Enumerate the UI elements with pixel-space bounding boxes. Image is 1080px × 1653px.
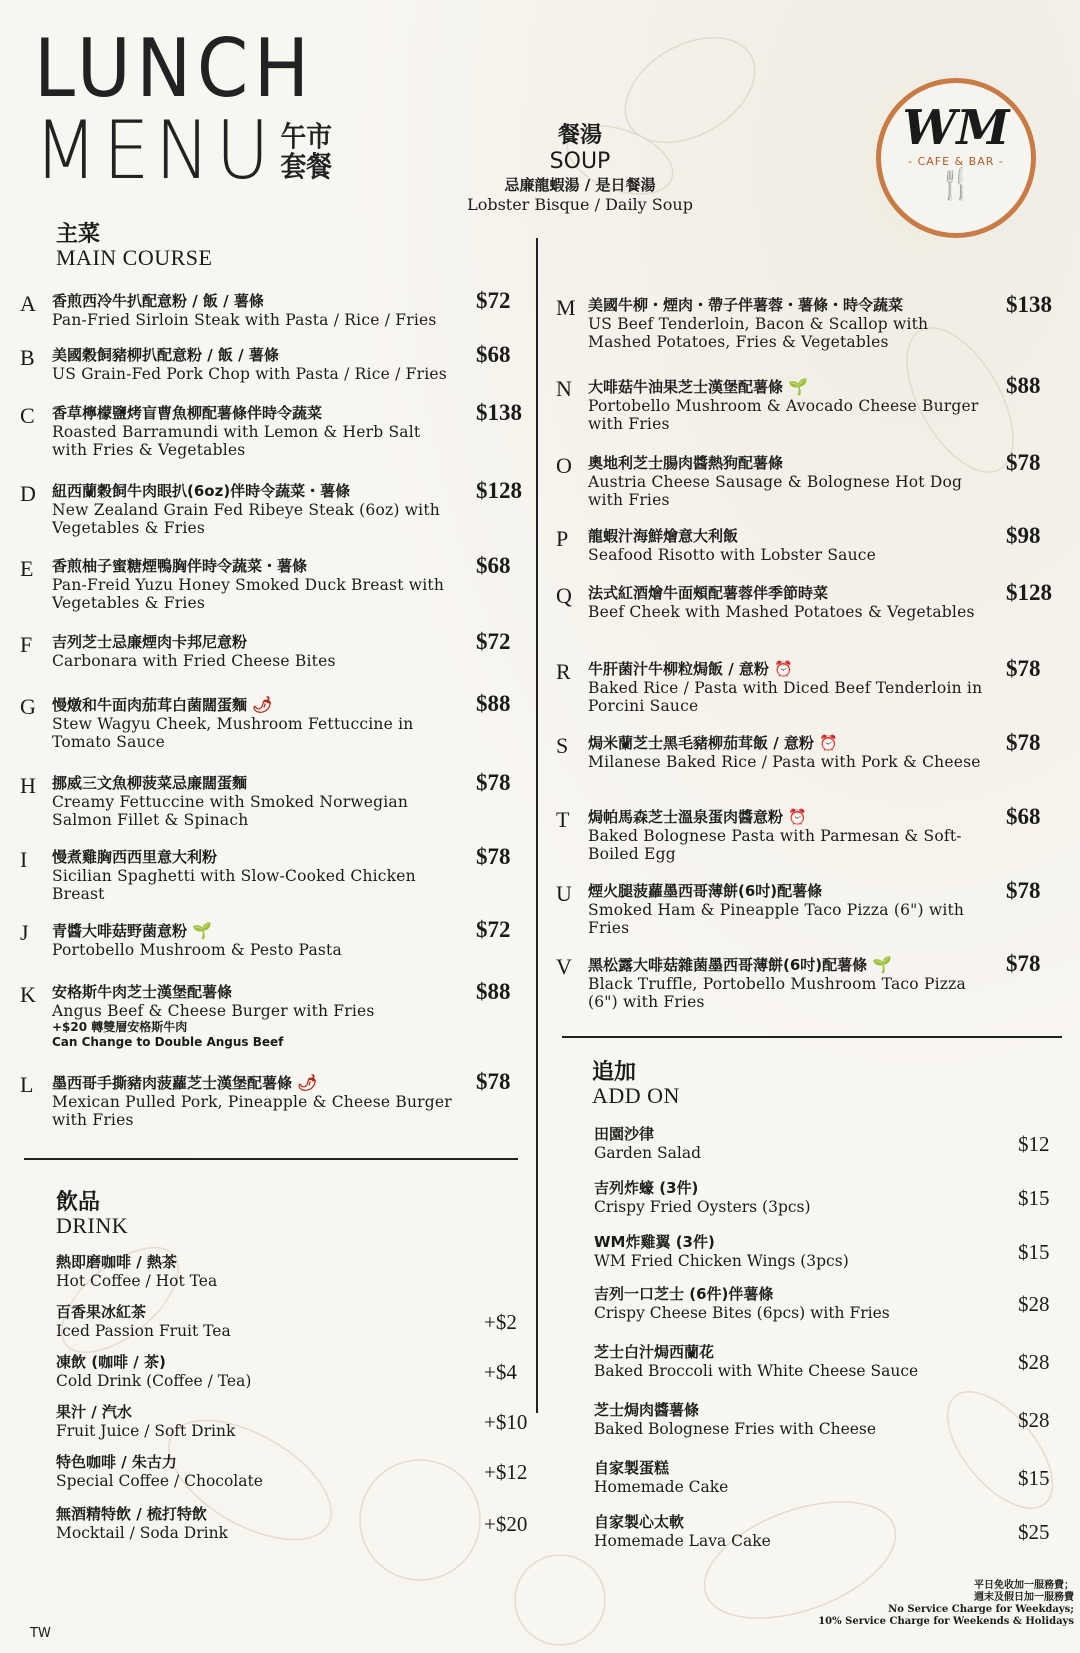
addon-item xyxy=(594,1512,771,1551)
addon-item-price: $12 xyxy=(1018,1132,1050,1156)
logo-text: WM xyxy=(902,100,1010,156)
clock-icon: ⏰ xyxy=(774,660,793,678)
item-body xyxy=(52,482,460,537)
item-price: $138 xyxy=(476,400,522,425)
menu-item-s xyxy=(556,734,996,771)
item-price: $78 xyxy=(1006,730,1041,755)
addon-item-price: $15 xyxy=(1018,1186,1050,1210)
drink-item-zh: 熱即磨咖啡 / 熱茶 xyxy=(56,1253,177,1271)
addon-item xyxy=(594,1232,849,1271)
item-price: $78 xyxy=(476,1069,511,1094)
drink-item-en: Fruit Juice / Soft Drink xyxy=(56,1422,236,1440)
menu-item-o xyxy=(556,454,996,509)
drink-item-price: +$10 xyxy=(484,1410,528,1434)
item-name-zh-text: 吉列芝士忌廉煙肉卡邦尼意粉 xyxy=(52,633,248,651)
item-letter: S xyxy=(556,733,569,758)
item-name-zh xyxy=(588,955,996,975)
divider-drink xyxy=(24,1158,518,1160)
wm-logo xyxy=(876,78,1036,238)
menu-item-m xyxy=(556,296,996,351)
item-body xyxy=(588,296,996,351)
addon-item-price: $28 xyxy=(1018,1292,1050,1316)
drink-heading xyxy=(56,1190,128,1238)
item-price: $78 xyxy=(476,770,511,795)
title-menu-row xyxy=(34,104,333,197)
item-body xyxy=(588,955,996,1011)
soup-items-zh: 忌廉龍蝦湯 / 是日餐湯 xyxy=(504,176,656,194)
addon-item-en: Baked Bolognese Fries with Cheese xyxy=(594,1420,877,1438)
addon-heading xyxy=(592,1060,680,1108)
item-name-en: Portobello Mushroom & Avocado Cheese Burger with Fries xyxy=(588,397,979,433)
item-name-zh xyxy=(52,921,460,941)
main-course-heading xyxy=(56,222,212,270)
service-en1: No Service Charge for Weekdays; xyxy=(888,1604,1074,1615)
item-note-zh: +$20 轉雙層安格斯牛肉 xyxy=(52,1020,188,1034)
item-name-zh-text: 美國牛柳・煙肉・帶子伴薯蓉・薯條・時令蔬菜 xyxy=(588,296,904,314)
item-name-en: New Zealand Grain Fed Ribeye Steak (6oz) with Vegetables & Fries xyxy=(52,501,440,537)
title-lunch: LUNCH xyxy=(34,22,315,115)
item-body xyxy=(52,557,460,612)
menu-item-k xyxy=(20,983,460,1050)
item-name-zh-text: 煙火腿菠蘿墨西哥薄餅(6吋)配薯條 xyxy=(588,882,823,900)
item-letter: R xyxy=(556,659,571,684)
item-letter: B xyxy=(20,345,35,370)
menu-item-a xyxy=(20,292,460,329)
item-body xyxy=(52,292,460,329)
item-price: $72 xyxy=(476,288,511,313)
item-name-zh xyxy=(52,346,460,365)
item-body xyxy=(588,377,996,433)
drink-item-zh: 凍飲 (咖啡 / 茶) xyxy=(56,1353,166,1371)
item-body xyxy=(588,660,996,715)
addon-item-zh: 芝士白汁焗西蘭花 xyxy=(594,1343,715,1361)
item-price: $98 xyxy=(1006,523,1041,548)
item-name-zh-text: 黑松露大啡菇雜菌墨西哥薄餅(6吋)配薯條 xyxy=(588,956,868,974)
addon-item-price: $15 xyxy=(1018,1240,1050,1264)
item-name-zh xyxy=(588,454,996,473)
item-name-zh-text: 法式紅酒燴牛面頰配薯蓉伴季節時菜 xyxy=(588,584,829,602)
addon-item-en: Homemade Cake xyxy=(594,1478,729,1496)
item-body xyxy=(52,1073,460,1129)
clock-icon: ⏰ xyxy=(819,734,838,752)
item-price: $68 xyxy=(1006,804,1041,829)
item-name-zh xyxy=(52,695,460,715)
item-body xyxy=(588,527,996,564)
item-name-zh-text: 慢燉和牛面肉茄茸白菌闊蛋麵 xyxy=(52,696,248,714)
menu-item-g xyxy=(20,695,460,751)
item-letter: G xyxy=(20,694,36,719)
addon-item-zh: 自家製心太軟 xyxy=(594,1513,685,1531)
title-zh-line2: 套餐 xyxy=(280,150,333,183)
drink-item xyxy=(56,1252,217,1291)
column-divider xyxy=(536,238,538,1413)
item-name-en: Creamy Fettuccine with Smoked Norwegian Salmon Fillet & Spinach xyxy=(52,793,409,829)
menu-item-d xyxy=(20,482,460,537)
drink-item-zh: 果汁 / 汽水 xyxy=(56,1403,132,1421)
drink-item xyxy=(56,1452,263,1491)
item-name-zh xyxy=(588,377,996,397)
menu-item-v xyxy=(556,955,996,1011)
logo-subtitle: - CAFE & BAR - xyxy=(908,155,1004,168)
item-letter: C xyxy=(20,403,35,428)
item-price: $78 xyxy=(1006,951,1041,976)
item-price: $72 xyxy=(476,629,511,654)
item-name-zh-text: 安格斯牛肉芝士漢堡配薯條 xyxy=(52,983,233,1001)
addon-item xyxy=(594,1458,728,1497)
addon-item-zh: 芝士焗肉醬薯條 xyxy=(594,1401,700,1419)
item-body xyxy=(52,921,460,959)
item-price: $72 xyxy=(476,917,511,942)
item-price: $128 xyxy=(476,478,522,503)
item-body xyxy=(52,633,460,670)
item-letter: U xyxy=(556,881,572,906)
chili-icon: 🌶 xyxy=(297,1073,318,1092)
menu-item-h xyxy=(20,774,460,829)
item-name-en: Milanese Baked Rice / Pasta with Pork & Cheese xyxy=(588,753,981,771)
item-price: $78 xyxy=(1006,656,1041,681)
item-name-zh xyxy=(588,734,996,753)
service-charge-note xyxy=(818,1580,1074,1628)
item-name-zh-text: 香草檸檬鹽烤盲曹魚柳配薯條伴時令蔬菜 xyxy=(52,404,323,422)
addon-item xyxy=(594,1124,701,1163)
item-name-zh xyxy=(588,660,996,679)
item-name-zh xyxy=(588,527,996,546)
addon-item-zh: WM炸雞翼 (3件) xyxy=(594,1233,715,1251)
item-letter: D xyxy=(20,481,36,506)
menu-item-c xyxy=(20,404,460,459)
title-menu: MENU xyxy=(34,104,276,197)
item-price: $128 xyxy=(1006,580,1052,605)
item-name-en: US Beef Tenderloin, Bacon & Scallop with Mashed Potatoes, Fries & Vegetables xyxy=(588,315,929,351)
drink-item-price: +$4 xyxy=(484,1360,517,1384)
drink-item-en: Special Coffee / Chocolate xyxy=(56,1472,263,1490)
drink-item-price: +$12 xyxy=(484,1460,528,1484)
menu-item-t xyxy=(556,808,996,863)
menu-item-f xyxy=(20,633,460,670)
addon-item-zh: 田園沙律 xyxy=(594,1125,655,1143)
soup-heading-zh: 餐湯 xyxy=(557,122,602,148)
addon-item-zh: 吉列炸蠔 (3件) xyxy=(594,1179,699,1197)
drink-item-zh: 特色咖啡 / 朱古力 xyxy=(56,1453,177,1471)
menu-item-j xyxy=(20,921,460,959)
item-letter: F xyxy=(20,632,33,657)
item-body xyxy=(588,584,996,621)
menu-item-q xyxy=(556,584,996,621)
drink-item xyxy=(56,1504,228,1543)
item-name-en: Black Truffle, Portobello Mushroom Taco Pizza (6") with Fries xyxy=(588,975,966,1011)
drink-item xyxy=(56,1402,235,1441)
addon-item-en: Homemade Lava Cake xyxy=(594,1532,771,1550)
menu-item-n xyxy=(556,377,996,433)
item-name-zh-text: 挪威三文魚柳菠菜忌廉闊蛋麵 xyxy=(52,774,248,792)
item-name-zh-text: 墨西哥手撕豬肉菠蘿芝士漢堡配薯條 xyxy=(52,1074,293,1092)
menu-item-b xyxy=(20,346,460,383)
soup-section xyxy=(440,118,720,214)
item-name-zh xyxy=(52,404,460,423)
item-name-zh-text: 奧地利芝士腸肉醬熱狗配薯條 xyxy=(588,454,784,472)
addon-item-en: Garden Salad xyxy=(594,1144,702,1162)
item-name-zh xyxy=(588,808,996,827)
addon-item xyxy=(594,1400,876,1439)
item-name-zh xyxy=(588,584,996,603)
item-letter: O xyxy=(556,453,572,478)
item-letter: E xyxy=(20,556,34,581)
service-en2: 10% Service Charge for Weekends & Holidays xyxy=(818,1616,1074,1627)
item-letter: I xyxy=(20,847,28,872)
item-letter: K xyxy=(20,982,36,1007)
item-price: $78 xyxy=(1006,450,1041,475)
main-course-heading-en: MAIN COURSE xyxy=(56,245,213,270)
item-name-zh xyxy=(52,774,460,793)
item-letter: Q xyxy=(556,583,572,608)
item-price: $78 xyxy=(476,844,511,869)
service-zh1: 平日免收加一服務費； xyxy=(974,1580,1074,1591)
item-name-en: Smoked Ham & Pineapple Taco Pizza (6") with Fries xyxy=(588,901,965,937)
item-name-en: Carbonara with Fried Cheese Bites xyxy=(52,652,336,670)
item-name-zh-text: 青醬大啡菇野菌意粉 xyxy=(52,922,188,940)
addon-item-en: Baked Broccoli with White Cheese Sauce xyxy=(594,1362,919,1380)
drink-item-zh: 百香果冰紅茶 xyxy=(56,1303,147,1321)
soup-heading-en: SOUP xyxy=(549,149,611,174)
item-name-zh-text: 香煎西冷牛扒配意粉 / 飯 / 薯條 xyxy=(52,292,264,310)
item-letter: M xyxy=(556,295,576,320)
item-body xyxy=(588,882,996,937)
item-letter: T xyxy=(556,807,570,832)
item-letter: P xyxy=(556,526,569,551)
item-body xyxy=(52,695,460,751)
addon-item-en: Crispy Cheese Bites (6pcs) with Fries xyxy=(594,1304,890,1322)
item-name-en: Stew Wagyu Cheek, Mushroom Fettuccine in Tomato Sauce xyxy=(52,715,414,751)
item-body xyxy=(588,454,996,509)
menu-item-u xyxy=(556,882,996,937)
item-name-zh xyxy=(52,557,460,576)
item-name-en: Portobello Mushroom & Pesto Pasta xyxy=(52,941,342,959)
item-body xyxy=(52,848,460,903)
leaf-icon: 🌱 xyxy=(788,377,809,396)
drink-item-en: Cold Drink (Coffee / Tea) xyxy=(56,1372,252,1390)
addon-item xyxy=(594,1284,890,1323)
addon-item xyxy=(594,1178,811,1217)
item-body xyxy=(52,346,460,383)
addon-heading-zh: 追加 xyxy=(592,1059,637,1085)
item-name-en: Baked Rice / Pasta with Diced Beef Tenderloin in Porcini Sauce xyxy=(588,679,983,715)
item-name-zh-text: 美國穀飼豬柳扒配意粉 / 飯 / 薯條 xyxy=(52,346,279,364)
footer-code: TW xyxy=(30,1626,51,1641)
item-name-zh-text: 紐西蘭穀飼牛肉眼扒(6oz)伴時令蔬菜・薯條 xyxy=(52,482,351,500)
item-body xyxy=(588,808,996,863)
chili-icon: 🌶 xyxy=(252,695,273,714)
title-zh-line1: 午市 xyxy=(280,120,333,153)
item-letter: A xyxy=(20,291,36,316)
item-name-zh xyxy=(588,882,996,901)
addon-item-zh: 自家製蛋糕 xyxy=(594,1459,670,1477)
item-name-en: Pan-Freid Yuzu Honey Smoked Duck Breast with Vegetables & Fries xyxy=(52,576,445,612)
menu-item-e xyxy=(20,557,460,612)
item-letter: V xyxy=(556,954,572,979)
item-name-zh-text: 牛肝菌汁牛柳粒焗飯 / 意粉 xyxy=(588,660,769,678)
addon-item-price: $28 xyxy=(1018,1350,1050,1374)
item-name-zh xyxy=(52,1073,460,1093)
item-name-en: US Grain-Fed Pork Chop with Pasta / Rice / Fries xyxy=(52,365,447,383)
item-name-zh-text: 大啡菇牛油果芝士漢堡配薯條 xyxy=(588,378,784,396)
drink-item-zh: 無酒精特飲 / 梳打特飲 xyxy=(56,1505,207,1523)
item-body xyxy=(52,404,460,459)
item-name-zh-text: 焗米蘭芝士黑毛豬柳茄茸飯 / 意粉 xyxy=(588,734,814,752)
item-body xyxy=(52,774,460,829)
addon-heading-en: ADD ON xyxy=(592,1083,680,1108)
addon-item-price: $25 xyxy=(1018,1520,1050,1544)
item-body xyxy=(52,983,460,1050)
item-name-zh xyxy=(52,482,460,501)
item-name-en: Angus Beef & Cheese Burger with Fries xyxy=(52,1002,375,1020)
item-name-zh xyxy=(52,292,460,311)
main-course-heading-zh: 主菜 xyxy=(56,221,101,247)
item-price: $88 xyxy=(476,979,511,1004)
item-price: $78 xyxy=(1006,878,1041,903)
menu-item-l xyxy=(20,1073,460,1129)
addon-item xyxy=(594,1342,918,1381)
item-name-zh-text: 焗帕馬森芝士溫泉蛋肉醬意粉 xyxy=(588,808,784,826)
addon-item-en: Crispy Fried Oysters (3pcs) xyxy=(594,1198,811,1216)
divider-addon xyxy=(562,1036,1062,1038)
leaf-icon: 🌱 xyxy=(192,921,213,940)
item-name-zh-text: 香煎柚子蜜糖煙鴨胸伴時令蔬菜・薯條 xyxy=(52,557,308,575)
drink-heading-zh: 飲品 xyxy=(56,1189,101,1215)
item-price: $68 xyxy=(476,553,511,578)
leaf-icon: 🌱 xyxy=(872,955,893,974)
item-name-en: Beef Cheek with Mashed Potatoes & Vegetables xyxy=(588,603,975,621)
item-price: $88 xyxy=(476,691,511,716)
item-name-en: Mexican Pulled Pork, Pineapple & Cheese Burger with Fries xyxy=(52,1093,452,1129)
item-name-zh xyxy=(52,633,460,652)
item-name-en: Baked Bolognese Pasta with Parmesan & Soft-Boiled Egg xyxy=(588,827,962,863)
item-name-en: Sicilian Spaghetti with Slow-Cooked Chicken Breast xyxy=(52,867,416,903)
service-zh2: 週末及假日加一服務費 xyxy=(974,1592,1074,1603)
item-note-en: Can Change to Double Angus Beef xyxy=(52,1035,284,1049)
addon-item-zh: 吉列一口芝士 (6件)伴薯條 xyxy=(594,1285,774,1303)
drink-heading-en: DRINK xyxy=(56,1213,129,1238)
item-name-zh-text: 龍蝦汁海鮮燴意大利飯 xyxy=(588,527,739,545)
item-price: $88 xyxy=(1006,373,1041,398)
menu-item-p xyxy=(556,527,996,564)
item-letter: J xyxy=(20,920,29,945)
item-name-en: Seafood Risotto with Lobster Sauce xyxy=(588,546,877,564)
item-name-zh xyxy=(588,296,996,315)
drink-item-en: Mocktail / Soda Drink xyxy=(56,1524,228,1542)
drink-item-price: +$20 xyxy=(484,1512,528,1536)
item-name-zh xyxy=(52,983,460,1002)
addon-item-price: $15 xyxy=(1018,1466,1050,1490)
drink-item xyxy=(56,1302,231,1341)
item-letter: L xyxy=(20,1072,34,1097)
menu-title xyxy=(34,22,358,197)
addon-item-price: $28 xyxy=(1018,1408,1050,1432)
soup-items-en: Lobster Bisque / Daily Soup xyxy=(467,195,693,214)
drink-item-en: Iced Passion Fruit Tea xyxy=(56,1322,231,1340)
item-body xyxy=(588,734,996,771)
item-name-en: Roasted Barramundi with Lemon & Herb Salt with Fries & Vegetables xyxy=(52,423,421,459)
item-letter: H xyxy=(20,773,36,798)
item-name-zh-text: 慢煮雞胸西西里意大利粉 xyxy=(52,848,218,866)
menu-item-r xyxy=(556,660,996,715)
clock-icon: ⏰ xyxy=(788,808,807,826)
title-zh xyxy=(281,122,333,182)
item-name-en: Pan-Fried Sirloin Steak with Pasta / Rice / Fries xyxy=(52,311,437,329)
drink-item xyxy=(56,1352,251,1391)
item-letter: N xyxy=(556,376,572,401)
item-name-en: Austria Cheese Sausage & Bolognese Hot Dog with Fries xyxy=(588,473,963,509)
menu-item-i xyxy=(20,848,460,903)
item-price: $138 xyxy=(1006,292,1052,317)
drink-item-price: +$2 xyxy=(484,1310,517,1334)
item-price: $68 xyxy=(476,342,511,367)
item-name-zh xyxy=(52,848,460,867)
drink-item-en: Hot Coffee / Hot Tea xyxy=(56,1272,218,1290)
addon-item-en: WM Fried Chicken Wings (3pcs) xyxy=(594,1252,849,1270)
fork-knife-icon: 🍴 xyxy=(937,167,975,202)
